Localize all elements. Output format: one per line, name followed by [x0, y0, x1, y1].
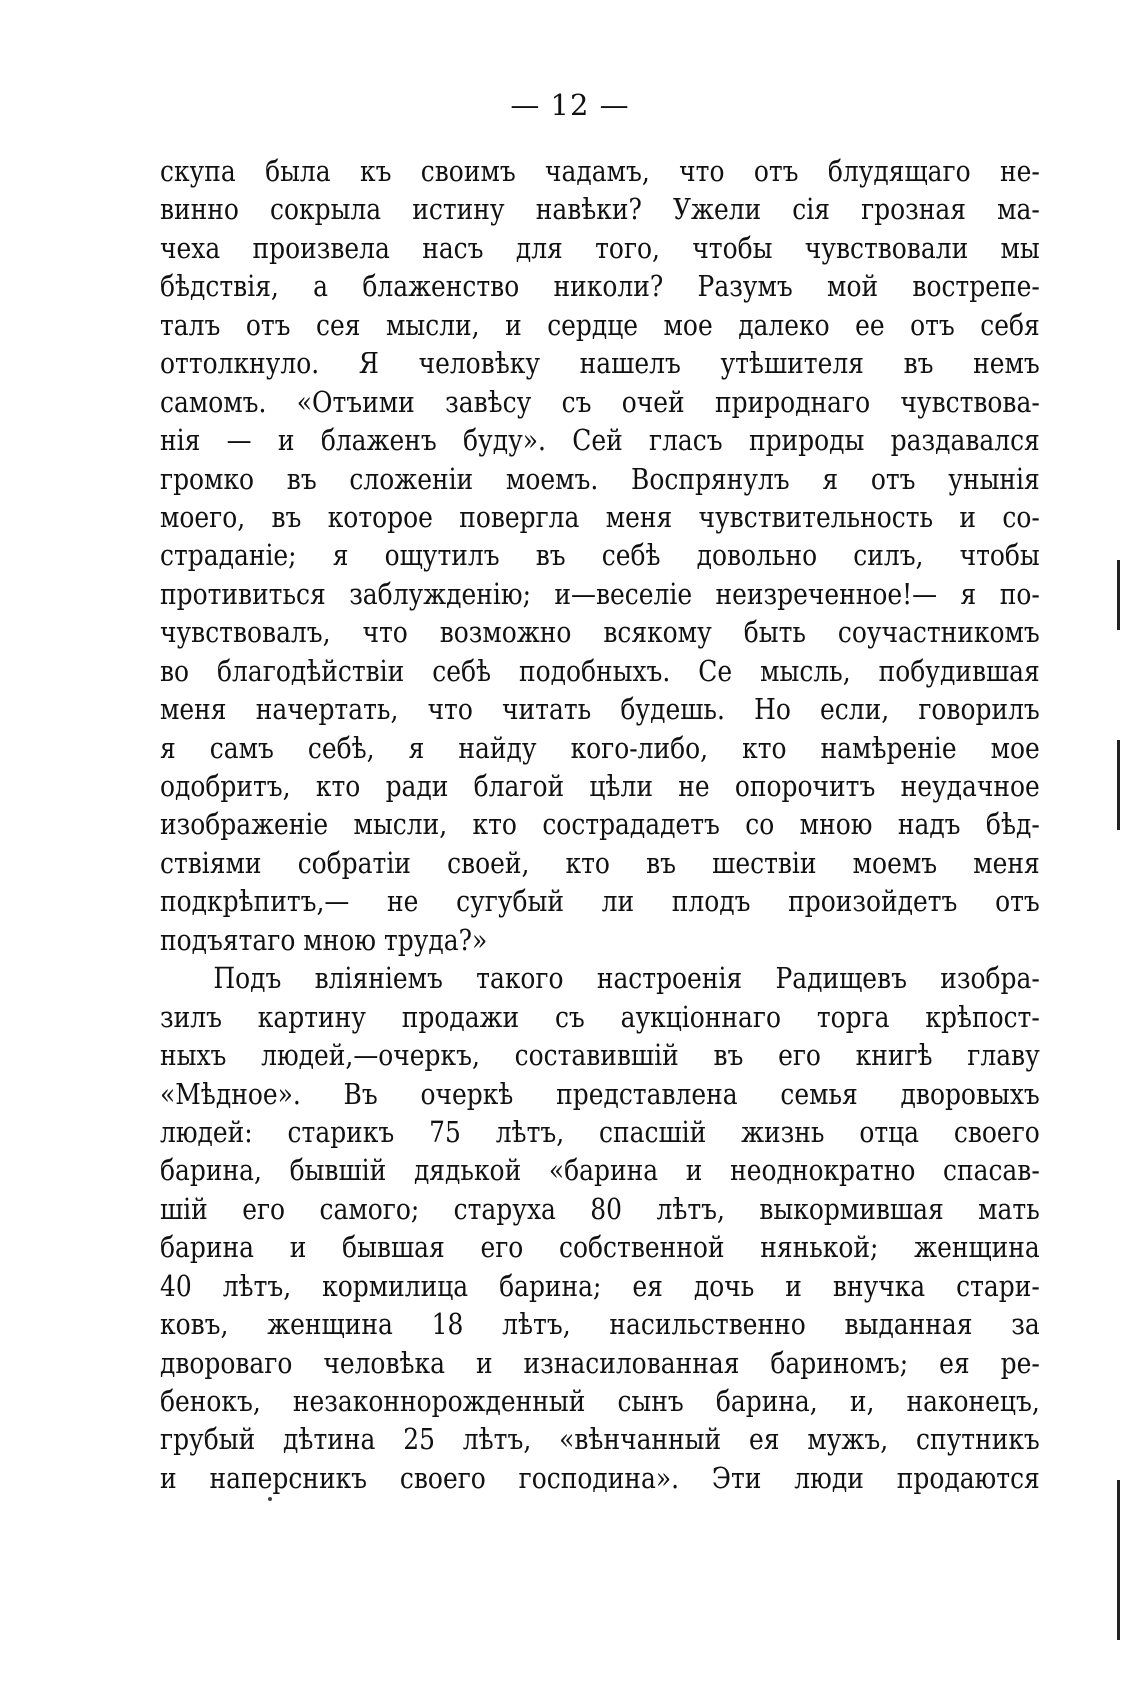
page-number: — 12 —: [510, 88, 630, 122]
text-line: моего, въ которое повергла меня чувствительность и со-: [160, 499, 1040, 534]
text-line: зилъ картину продажи съ аукціоннаго торга крѣпост-: [160, 999, 1040, 1034]
text-line: шій его самого; старуха 80 лѣтъ, выкормившая мать: [160, 1191, 1040, 1226]
text-line: чеха произвела насъ для того, чтобы чувствовали мы: [160, 230, 1040, 265]
text-line: изображеніе мысли, кто сострададетъ со мною надъ бѣд-: [160, 807, 1040, 842]
text-line: чувствовалъ, что возможно всякому быть соучастникомъ: [160, 615, 1040, 650]
scan-edge-mark: [1117, 1480, 1120, 1640]
body-text: [160, 152, 1040, 1497]
scan-edge-mark: [1117, 560, 1120, 630]
text-line: я самъ себѣ, я найду кого-либо, кто намѣреніе мое: [160, 730, 1040, 765]
text-line: винно сокрыла истину навѣки? Ужели сія грозная ма-: [160, 192, 1040, 227]
text-line: подкрѣпитъ,— не сугубый ли плодъ произойдетъ отъ: [160, 884, 1040, 919]
text-line: барина и бывшая его собственной нянькой; женщина: [160, 1230, 1040, 1265]
text-line: одобритъ, кто ради благой цѣли не опорочитъ неудачное: [160, 769, 1040, 803]
text-line: грубый дѣтина 25 лѣтъ, «вѣнчанный ея мужъ, спутникъ: [160, 1422, 1040, 1457]
text-line: самомъ. «Отъими завѣсу съ очей природнаго чувствова-: [160, 384, 1040, 419]
text-line: меня начертать, что читать будешь. Но если, говорилъ: [160, 692, 1040, 727]
text-line: людей: старикъ 75 лѣтъ, спасшій жизнь отца своего: [160, 1114, 1040, 1149]
text-line: ныхъ людей,—очеркъ, составившій въ его книгѣ главу: [160, 1038, 1040, 1073]
text-line: и наперсникъ своего господина». Эти люди продаются: [160, 1460, 1040, 1495]
text-line: талъ отъ сея мысли, и сердце мое далеко ее отъ себя: [160, 307, 1040, 342]
scan-edge-mark: [1117, 740, 1120, 830]
text-line: нія — и блаженъ буду». Сей гласъ природы раздавался: [160, 423, 1040, 458]
text-line: бѣдствія, а блаженство николи? Разумъ мой вострепе-: [160, 269, 1040, 304]
text-line: «Мѣдное». Въ очеркѣ представлена семья дворовыхъ: [160, 1076, 1040, 1111]
text-line: бенокъ, незаконнорожденный сынъ барина, и, наконецъ,: [160, 1384, 1040, 1418]
text-line: 40 лѣтъ, кормилица барина; ея дочь и внучка стари-: [160, 1268, 1040, 1303]
paragraph-first-line: Подъ вліяніемъ такого настроенія Радищевъ изобра-: [213, 961, 1040, 996]
text-line: скупа была къ своимъ чадамъ, что отъ блудящаго не-: [160, 154, 1040, 188]
text-line: ковъ, женщина 18 лѣтъ, насильственно выданная за: [160, 1307, 1040, 1342]
text-line: оттолкнуло. Я человѣку нашелъ утѣшителя въ немъ: [160, 346, 1040, 381]
text-line: во благодѣйствіи себѣ подобныхъ. Се мысль, побудившая: [160, 653, 1040, 688]
text-line: громко въ сложеніи моемъ. Воспрянулъ я отъ унынія: [160, 461, 1040, 496]
scan-speck: [268, 1497, 272, 1501]
text-line: барина, бывшій дядькой «барина и неоднократно спасав-: [160, 1153, 1040, 1188]
text-line: противиться заблужденію; и—веселіе неизреченное!— я по-: [160, 576, 1040, 611]
text-line: двороваго человѣка и изнасилованная бариномъ; ея ре-: [160, 1345, 1040, 1380]
text-line: страданіе; я ощутилъ въ себѣ довольно силъ, чтобы: [160, 538, 1040, 573]
text-line: ствіями собратіи своей, кто въ шествіи моемъ меня: [160, 845, 1040, 880]
text-line: подъятаго мною труда?»: [160, 922, 488, 957]
